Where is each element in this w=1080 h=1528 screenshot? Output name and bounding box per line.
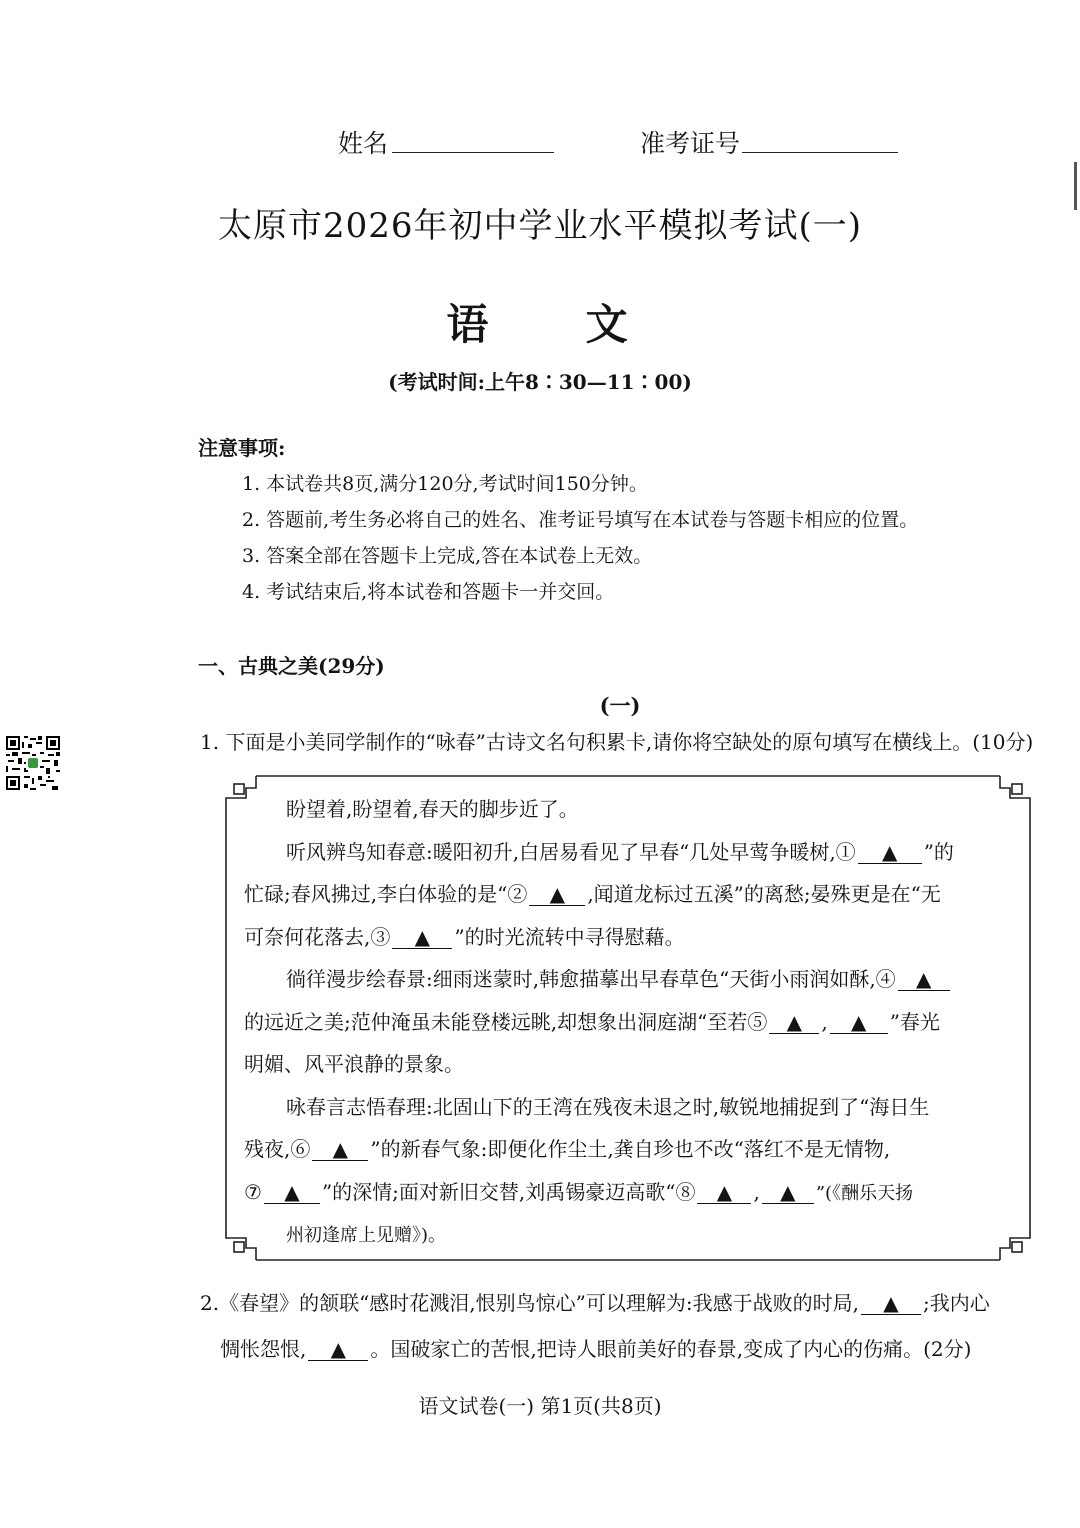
subject-char-1: 语 [446,300,495,349]
answer-blank[interactable]: ▲ [529,883,585,906]
card-line: 残夜,⑥ ▲ ”的新春气象:即便化作尘土,龚自珍也不改“落红不是无情物, [244,1137,891,1161]
card-line: ⑦ ▲ ”的深情;面对新旧交替,刘禹锡豪迈高歌“⑧ ▲ , ▲ ”(《酬乐天扬 [244,1179,914,1204]
page-footer: 语文试卷(一) 第1页(共8页) [418,1394,662,1418]
answer-blank[interactable]: ▲ [769,1011,819,1034]
question-2-line: 惆怅怨恨, ▲ 。国破家亡的苦恨,把诗人眼前美好的春景,变成了内心的伤痛。(2分) [220,1337,972,1361]
note-item: 1. 本试卷共8页,满分120分,考试时间150分钟。 [242,473,648,495]
notes-list [242,466,918,610]
note-item: 4. 考试结束后,将本试卷和答题卡一并交回。 [242,581,615,603]
answer-blank[interactable]: ▲ [308,1338,368,1361]
sub-section-heading: (一) [599,693,641,718]
answer-blank[interactable]: ▲ [762,1181,814,1204]
answer-blank[interactable]: ▲ [697,1181,751,1204]
answer-blank[interactable]: ▲ [264,1181,320,1204]
candidate-info-row [0,118,1080,162]
name-label: 姓名 [338,129,389,158]
subject-char-2: 文 [585,300,634,349]
exam-id-input-line [742,152,898,153]
card-line: 可奈何花落去,③ ▲ ”的时光流转中寻得慰藉。 [244,924,685,949]
card-line: 忙碌;春风拂过,李白体验的是“② ▲ ,闻道龙标过五溪”的离愁;晏殊更是在“无 [244,882,941,906]
qr-code [4,734,62,792]
answer-blank[interactable]: ▲ [830,1011,888,1034]
note-item: 2. 答题前,考生务必将自己的姓名、准考证号填写在本试卷与答题卡相应的位置。 [242,509,919,531]
card-intro: 盼望着,盼望着,春天的脚步近了。 [286,797,579,821]
card-line: 徜徉漫步绘春景:细雨迷蒙时,韩愈描摹出早春草色“天街小雨润如酥,④ ▲ [244,958,1014,1001]
card-line: 听风辨鸟知春意:暖阳初升,白居易看见了早春“几处早莺争暖树,① ▲ ”的 [286,839,954,864]
name-input-line [392,152,554,153]
exam-title: 太原市2026年初中学业水平模拟考试(一) [217,206,863,246]
exam-time: (考试时间:上午8∶30—11∶00) [388,370,692,394]
exam-id-label: 准考证号 [640,129,741,158]
card-line: 州初逢席上见赠》)。 [286,1225,447,1246]
card-line: 明媚、风平浪静的景象。 [244,1052,464,1076]
card-line: 咏春言志悟春理:北固山下的王湾在残夜未退之时,敏锐地捕捉到了“海日生 [286,1094,930,1119]
answer-blank[interactable]: ▲ [898,968,950,991]
note-item: 3. 答案全部在答题卡上完成,答在本试卷上无效。 [242,545,653,567]
question-1-prompt: 1. 下面是小美同学制作的“咏春”古诗文名句积累卡,请你将空缺处的原句填写在横线上。(10分) [200,730,1034,754]
subject-title [0,292,1080,352]
answer-blank[interactable]: ▲ [312,1138,368,1161]
answer-blank[interactable]: ▲ [392,926,452,949]
answer-blank[interactable]: ▲ [858,841,922,864]
question-2 [200,1280,990,1372]
answer-blank[interactable]: ▲ [861,1292,921,1315]
poem-card-text [244,788,1014,1258]
question-2-line: 2.《春望》的颔联“感时花溅泪,恨别鸟惊心”可以理解为:我感于战败的时局, ▲ ;我内心 [200,1291,990,1315]
section-heading: 一、古典之美(29分) [198,654,385,678]
card-line: 的远近之美;范仲淹虽未能登楼远眺,却想象出洞庭湖“至若⑤ ▲ , ▲ ”春光 [244,1009,940,1034]
notes-title: 注意事项: [198,436,286,460]
